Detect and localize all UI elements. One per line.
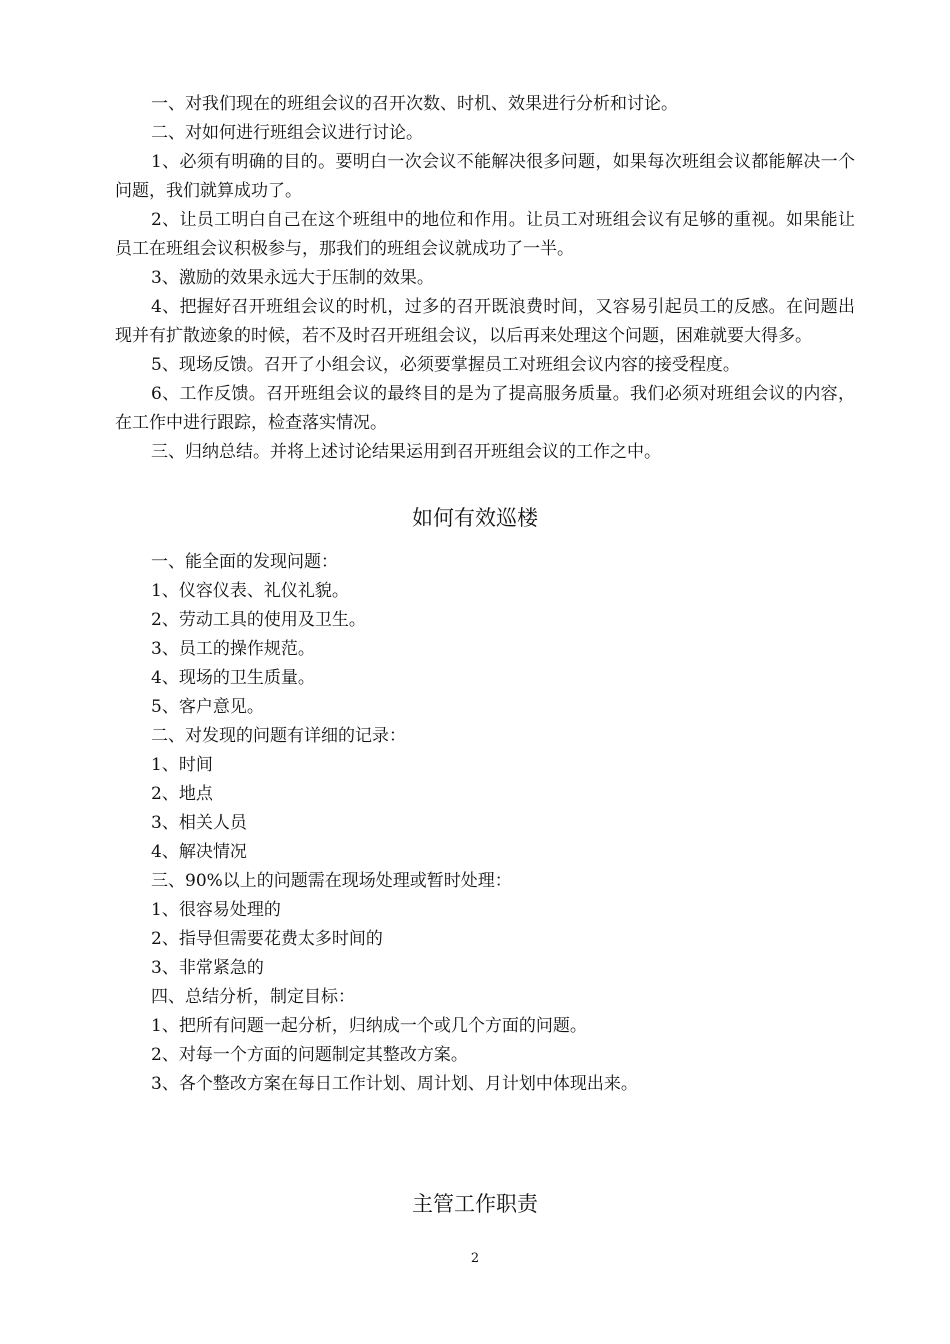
list-item: 2、对每一个方面的问题制定其整改方案。 bbox=[151, 1045, 468, 1065]
paragraph: 6、工作反馈。召开班组会议的最终目的是为了提高服务质量。我们必须对班组会议的内容，在工作中进行跟踪，检查落实情况。 bbox=[115, 384, 855, 433]
list-item: 3、员工的操作规范。 bbox=[151, 639, 315, 659]
list-item: 一、能全面的发现问题： bbox=[151, 552, 338, 572]
list-item: 2、劳动工具的使用及卫生。 bbox=[151, 610, 366, 630]
paragraph: 4、把握好召开班组会议的时机，过多的召开既浪费时间，又容易引起员工的反感。在问题出现并有扩散迹象的时候，若不及时召开班组会议，以后再来处理这个问题，困难就要大得多。 bbox=[115, 297, 855, 346]
paragraph: 2、让员工明白自己在这个班组中的地位和作用。让员工对班组会议有足够的重视。如果能让员工在班组会议积极参与，那我们的班组会议就成功了一半。 bbox=[115, 210, 855, 259]
list-item: 1、时间 bbox=[151, 755, 213, 775]
section-title-patrol: 如何有效巡楼 bbox=[412, 506, 538, 530]
list-item: 5、客户意见。 bbox=[151, 697, 264, 717]
list-item: 二、对发现的问题有详细的记录： bbox=[151, 726, 406, 746]
section-title-supervisor-duties: 主管工作职责 bbox=[412, 1192, 538, 1216]
meeting-discussion-section bbox=[115, 90, 855, 467]
list-item: 1、把所有问题一起分析，归纳成一个或几个方面的问题。 bbox=[151, 1016, 587, 1036]
paragraph: 5、现场反馈。召开了小组会议，必须要掌握员工对班组会议内容的接受程度。 bbox=[151, 355, 740, 375]
list-item: 四、总结分析，制定目标： bbox=[151, 987, 355, 1007]
paragraph: 3、激励的效果永远大于压制的效果。 bbox=[151, 268, 434, 288]
list-item: 3、非常紧急的 bbox=[151, 958, 264, 978]
paragraph: 三、归纳总结。并将上述讨论结果运用到召开班组会议的工作之中。 bbox=[151, 442, 661, 462]
list-item: 3、相关人员 bbox=[151, 813, 247, 833]
page-number: 2 bbox=[470, 1251, 480, 1266]
paragraph: 一、对我们现在的班组会议的召开次数、时机、效果进行分析和讨论。 bbox=[151, 94, 678, 114]
patrol-section bbox=[115, 548, 855, 1099]
paragraph: 1、必须有明确的目的。要明白一次会议不能解决很多问题，如果每次班组会议都能解决一个问题，我们就算成功了。 bbox=[115, 152, 855, 201]
list-item: 三、90%以上的问题需在现场处理或暂时处理： bbox=[151, 871, 512, 891]
list-item: 1、仪容仪表、礼仪礼貌。 bbox=[151, 581, 349, 601]
list-item: 4、解决情况 bbox=[151, 842, 247, 862]
list-item: 2、地点 bbox=[151, 784, 213, 804]
list-item: 2、指导但需要花费太多时间的 bbox=[151, 929, 383, 949]
list-item: 4、现场的卫生质量。 bbox=[151, 668, 315, 688]
paragraph: 二、对如何进行班组会议进行讨论。 bbox=[151, 123, 423, 143]
list-item: 1、很容易处理的 bbox=[151, 900, 281, 920]
list-item: 3、各个整改方案在每日工作计划、周计划、月计划中体现出来。 bbox=[151, 1074, 638, 1094]
